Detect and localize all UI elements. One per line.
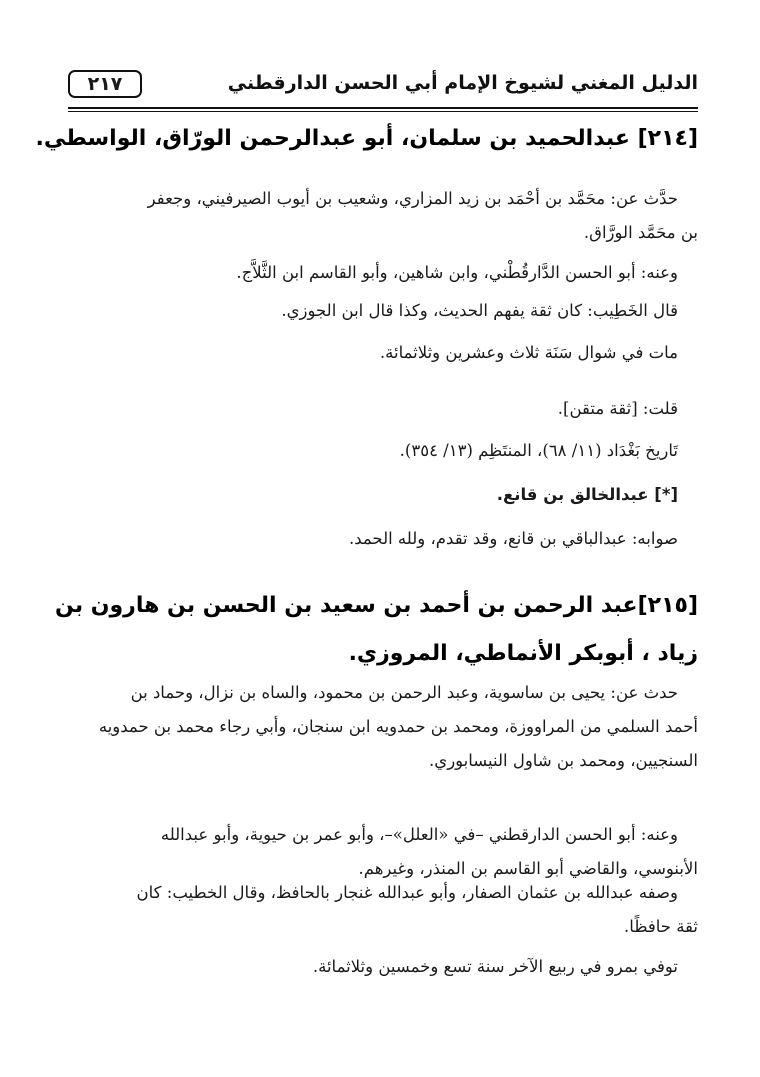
paragraph-line: الأبنوسي، والقاضي أبو القاسم بن المنذر، وغيرهم. [358, 859, 698, 878]
paragraph-line: حدث عن: يحيى بن ساسوية، وعبد الرحمن بن محمود، والساه بن نزال، وحماد بن [130, 683, 678, 702]
paragraph-note-heading [60, 478, 698, 512]
paragraph-narrators [60, 256, 698, 290]
running-header [68, 66, 698, 110]
paragraph-line: ثقة حافظًا. [624, 917, 698, 936]
paragraph-line: قال الخَطِيب: كان ثقة يفهم الحديث، وكذا قال ابن الجوزي. [281, 301, 678, 320]
paragraph-line: [*] عبدالخالق بن قانع. [496, 485, 678, 504]
paragraph-line: أحمد السلمي من المراووزة، ومحمد بن حمدويه ابن سنجان، وأبي رجاء محمد بن حمدويه [98, 717, 698, 736]
paragraph-correction [60, 522, 698, 556]
paragraph-death [60, 336, 698, 370]
entry-heading-215 [55, 582, 698, 678]
paragraph-line: تَاريخ بَغْدَاد (١١/ ٦٨)، المنتَظِم (١٣/ ٣٥٤). [399, 441, 678, 460]
running-header-title: الدليل المغني لشيوخ الإمام أبي الحسن الدارقطني [227, 72, 698, 94]
paragraph-line: قلت: [ثقة متقن]. [557, 399, 678, 418]
paragraph-narrated-from [60, 676, 698, 778]
entry-heading-214 [35, 126, 698, 151]
paragraph-sources [60, 434, 698, 468]
paragraph-description [60, 876, 698, 944]
paragraph-line: بن محَمَّد الورَّاق. [583, 223, 698, 242]
paragraph-khatib [60, 294, 698, 328]
paragraph-narrated-from [60, 182, 698, 250]
heading-line: [٢١٤] عبدالحميد بن سلمان، أبو عبدالرحمن الورّاق، الواسطي. [35, 126, 698, 151]
header-rule [68, 107, 698, 109]
page-number: ٢١٧ [68, 70, 142, 98]
header-rule [68, 111, 698, 112]
heading-line: [٢١٥]عبد الرحمن بن أحمد بن سعيد بن الحسن بن هارون بن [55, 593, 698, 618]
paragraph-line: السنجيين، ومحمد بن شاول النيسابوري. [429, 751, 698, 770]
paragraph-line: حدَّث عن: محَمَّد بن أحْمَد بن زيد المزاري، وشعيب بن أيوب الصيرفيني، وجعفر [147, 189, 678, 208]
paragraph-line: وعنه: أبو الحسن الدارقطني –في «العلل»–، وأبو عمر بن حيوية، وأبو عبدالله [160, 825, 678, 844]
paragraph-line: وصفه عبدالله بن عثمان الصفار، وأبو عبدالله غنجار بالحافظ، وقال الخطيب: كان [136, 883, 678, 902]
paragraph-line: مات في شوال سَنَة ثلاث وعشرين وثلاثمائة. [379, 343, 678, 362]
paragraph-verdict [60, 392, 698, 426]
heading-line: زياد ، أبوبكر الأنماطي، المروزي. [348, 641, 698, 666]
paragraph-line: صوابه: عبدالباقي بن قانع، وقد تقدم، ولله الحمد. [348, 529, 678, 548]
paragraph-line: وعنه: أبو الحسن الدَّارقُطْني، وابن شاهين، وأبو القاسم ابن الثَّلاَّج. [236, 263, 678, 282]
paragraph-line: توفي بمرو في ربيع الآخر سنة تسع وخمسين وثلاثمائة. [312, 957, 678, 976]
paragraph-death [60, 950, 698, 984]
